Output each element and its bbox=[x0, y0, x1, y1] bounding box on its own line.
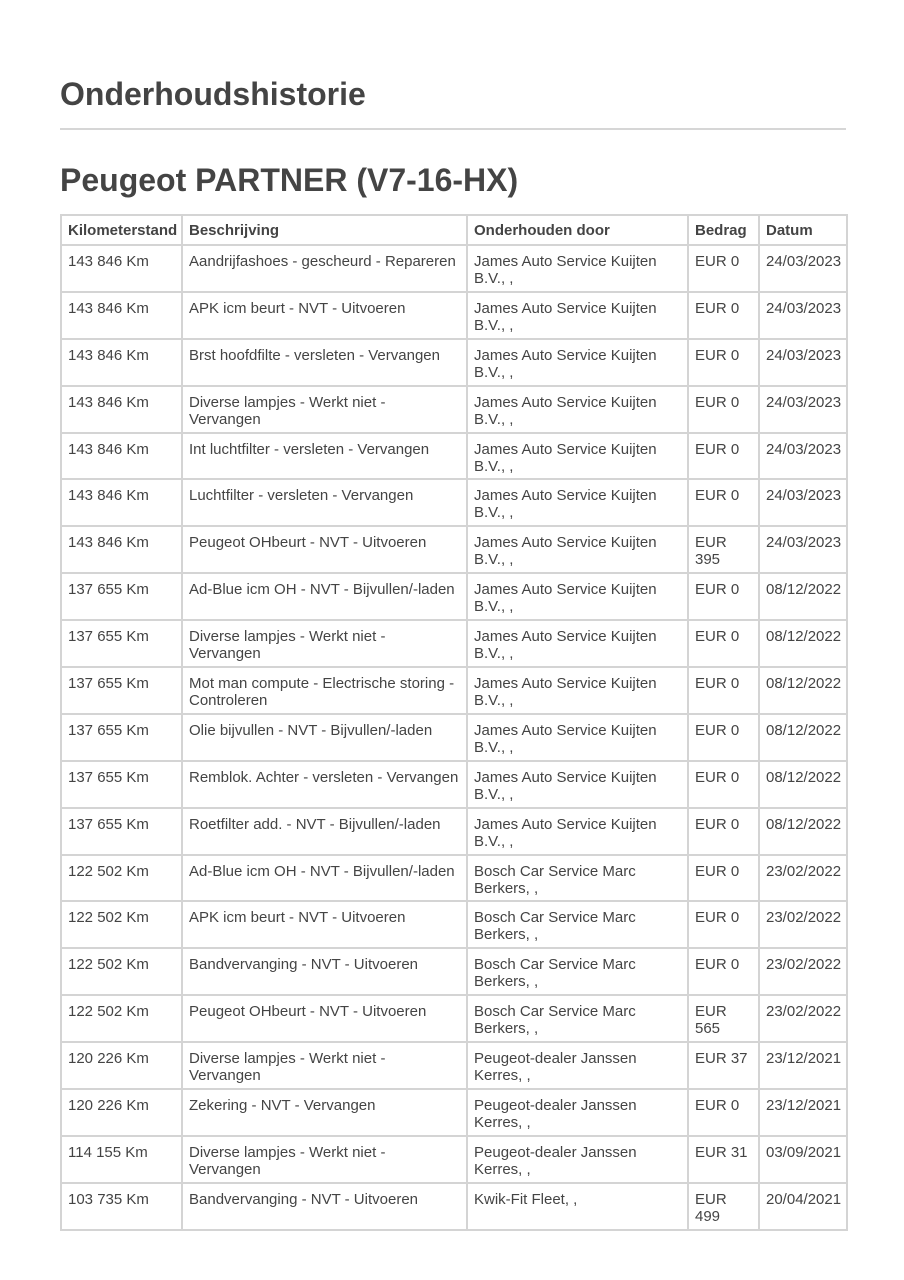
amount-cell: EUR 395 bbox=[688, 526, 759, 573]
table-row bbox=[61, 995, 847, 1042]
description-cell: Int luchtfilter - versleten - Vervangen bbox=[182, 433, 467, 480]
description-cell: Diverse lampjes - Werkt niet - Vervangen bbox=[182, 1136, 467, 1183]
description-cell: Mot man compute - Electrische storing - Controleren bbox=[182, 667, 467, 714]
km-cell: 122 502 Km bbox=[61, 855, 182, 902]
km-cell: 120 226 Km bbox=[61, 1089, 182, 1136]
table-row bbox=[61, 433, 847, 480]
date-cell: 03/09/2021 bbox=[759, 1136, 847, 1183]
maintained-by-cell: James Auto Service Kuijten B.V., , bbox=[467, 761, 688, 808]
maintenance-history-table bbox=[60, 214, 848, 1231]
maintained-by-cell: James Auto Service Kuijten B.V., , bbox=[467, 526, 688, 573]
amount-cell: EUR 0 bbox=[688, 901, 759, 948]
maintained-by-cell: Peugeot-dealer Janssen Kerres, , bbox=[467, 1136, 688, 1183]
date-cell: 23/02/2022 bbox=[759, 995, 847, 1042]
header-onderhouden-door: Onderhouden door bbox=[467, 215, 688, 245]
description-cell: APK icm beurt - NVT - Uitvoeren bbox=[182, 901, 467, 948]
amount-cell: EUR 0 bbox=[688, 1089, 759, 1136]
table-row bbox=[61, 714, 847, 761]
description-cell: Remblok. Achter - versleten - Vervangen bbox=[182, 761, 467, 808]
amount-cell: EUR 0 bbox=[688, 433, 759, 480]
header-bedrag: Bedrag bbox=[688, 215, 759, 245]
km-cell: 137 655 Km bbox=[61, 573, 182, 620]
maintained-by-cell: James Auto Service Kuijten B.V., , bbox=[467, 292, 688, 339]
table-row bbox=[61, 667, 847, 714]
description-cell: Ad-Blue icm OH - NVT - Bijvullen/-laden bbox=[182, 573, 467, 620]
table-row bbox=[61, 479, 847, 526]
maintained-by-cell: James Auto Service Kuijten B.V., , bbox=[467, 479, 688, 526]
km-cell: 137 655 Km bbox=[61, 808, 182, 855]
table-row bbox=[61, 1183, 847, 1230]
maintained-by-cell: James Auto Service Kuijten B.V., , bbox=[467, 386, 688, 433]
date-cell: 08/12/2022 bbox=[759, 714, 847, 761]
maintained-by-cell: James Auto Service Kuijten B.V., , bbox=[467, 573, 688, 620]
km-cell: 122 502 Km bbox=[61, 948, 182, 995]
amount-cell: EUR 499 bbox=[688, 1183, 759, 1230]
date-cell: 24/03/2023 bbox=[759, 433, 847, 480]
maintained-by-cell: James Auto Service Kuijten B.V., , bbox=[467, 433, 688, 480]
km-cell: 137 655 Km bbox=[61, 761, 182, 808]
description-cell: Aandrijfashoes - gescheurd - Repareren bbox=[182, 245, 467, 292]
description-cell: Diverse lampjes - Werkt niet - Vervangen bbox=[182, 1042, 467, 1089]
amount-cell: EUR 0 bbox=[688, 855, 759, 902]
table-row bbox=[61, 1089, 847, 1136]
km-cell: 143 846 Km bbox=[61, 245, 182, 292]
header-beschrijving: Beschrijving bbox=[182, 215, 467, 245]
amount-cell: EUR 0 bbox=[688, 386, 759, 433]
table-row bbox=[61, 292, 847, 339]
km-cell: 143 846 Km bbox=[61, 526, 182, 573]
table-row bbox=[61, 386, 847, 433]
km-cell: 143 846 Km bbox=[61, 339, 182, 386]
amount-cell: EUR 0 bbox=[688, 667, 759, 714]
amount-cell: EUR 0 bbox=[688, 339, 759, 386]
table-row bbox=[61, 573, 847, 620]
km-cell: 114 155 Km bbox=[61, 1136, 182, 1183]
table-row bbox=[61, 901, 847, 948]
date-cell: 24/03/2023 bbox=[759, 292, 847, 339]
date-cell: 20/04/2021 bbox=[759, 1183, 847, 1230]
date-cell: 08/12/2022 bbox=[759, 620, 847, 667]
vehicle-title: Peugeot PARTNER (V7-16-HX) bbox=[60, 162, 519, 198]
maintained-by-cell: Peugeot-dealer Janssen Kerres, , bbox=[467, 1089, 688, 1136]
maintained-by-cell: Peugeot-dealer Janssen Kerres, , bbox=[467, 1042, 688, 1089]
km-cell: 137 655 Km bbox=[61, 620, 182, 667]
maintained-by-cell: Bosch Car Service Marc Berkers, , bbox=[467, 901, 688, 948]
km-cell: 143 846 Km bbox=[61, 479, 182, 526]
page-title: Onderhoudshistorie bbox=[60, 76, 366, 112]
description-cell: Bandvervanging - NVT - Uitvoeren bbox=[182, 1183, 467, 1230]
amount-cell: EUR 0 bbox=[688, 808, 759, 855]
amount-cell: EUR 0 bbox=[688, 714, 759, 761]
km-cell: 143 846 Km bbox=[61, 386, 182, 433]
description-cell: Diverse lampjes - Werkt niet - Vervangen bbox=[182, 620, 467, 667]
date-cell: 24/03/2023 bbox=[759, 339, 847, 386]
description-cell: Roetfilter add. - NVT - Bijvullen/-laden bbox=[182, 808, 467, 855]
description-cell: Bandvervanging - NVT - Uitvoeren bbox=[182, 948, 467, 995]
description-cell: Olie bijvullen - NVT - Bijvullen/-laden bbox=[182, 714, 467, 761]
table-row bbox=[61, 1136, 847, 1183]
maintained-by-cell: James Auto Service Kuijten B.V., , bbox=[467, 620, 688, 667]
table-row bbox=[61, 948, 847, 995]
km-cell: 137 655 Km bbox=[61, 714, 182, 761]
title-divider bbox=[60, 128, 846, 130]
maintained-by-cell: James Auto Service Kuijten B.V., , bbox=[467, 714, 688, 761]
maintained-by-cell: Bosch Car Service Marc Berkers, , bbox=[467, 995, 688, 1042]
table-row bbox=[61, 620, 847, 667]
date-cell: 23/02/2022 bbox=[759, 948, 847, 995]
amount-cell: EUR 565 bbox=[688, 995, 759, 1042]
maintained-by-cell: Bosch Car Service Marc Berkers, , bbox=[467, 948, 688, 995]
date-cell: 24/03/2023 bbox=[759, 245, 847, 292]
km-cell: 122 502 Km bbox=[61, 901, 182, 948]
amount-cell: EUR 0 bbox=[688, 948, 759, 995]
date-cell: 24/03/2023 bbox=[759, 526, 847, 573]
amount-cell: EUR 31 bbox=[688, 1136, 759, 1183]
description-cell: APK icm beurt - NVT - Uitvoeren bbox=[182, 292, 467, 339]
table-row bbox=[61, 761, 847, 808]
amount-cell: EUR 0 bbox=[688, 573, 759, 620]
maintained-by-cell: James Auto Service Kuijten B.V., , bbox=[467, 667, 688, 714]
description-cell: Brst hoofdfilte - versleten - Vervangen bbox=[182, 339, 467, 386]
amount-cell: EUR 0 bbox=[688, 761, 759, 808]
table-row bbox=[61, 1042, 847, 1089]
km-cell: 143 846 Km bbox=[61, 433, 182, 480]
date-cell: 08/12/2022 bbox=[759, 573, 847, 620]
date-cell: 23/02/2022 bbox=[759, 901, 847, 948]
table-header-row bbox=[61, 215, 847, 245]
date-cell: 23/12/2021 bbox=[759, 1042, 847, 1089]
description-cell: Diverse lampjes - Werkt niet - Vervangen bbox=[182, 386, 467, 433]
table-row bbox=[61, 526, 847, 573]
amount-cell: EUR 0 bbox=[688, 292, 759, 339]
description-cell: Peugeot OHbeurt - NVT - Uitvoeren bbox=[182, 995, 467, 1042]
date-cell: 08/12/2022 bbox=[759, 808, 847, 855]
amount-cell: EUR 37 bbox=[688, 1042, 759, 1089]
km-cell: 103 735 Km bbox=[61, 1183, 182, 1230]
km-cell: 122 502 Km bbox=[61, 995, 182, 1042]
date-cell: 23/02/2022 bbox=[759, 855, 847, 902]
date-cell: 08/12/2022 bbox=[759, 667, 847, 714]
table-row bbox=[61, 245, 847, 292]
amount-cell: EUR 0 bbox=[688, 620, 759, 667]
maintained-by-cell: James Auto Service Kuijten B.V., , bbox=[467, 339, 688, 386]
date-cell: 24/03/2023 bbox=[759, 479, 847, 526]
maintained-by-cell: Bosch Car Service Marc Berkers, , bbox=[467, 855, 688, 902]
table-row bbox=[61, 339, 847, 386]
description-cell: Zekering - NVT - Vervangen bbox=[182, 1089, 467, 1136]
table-row bbox=[61, 808, 847, 855]
header-kilometerstand: Kilometerstand bbox=[61, 215, 182, 245]
description-cell: Peugeot OHbeurt - NVT - Uitvoeren bbox=[182, 526, 467, 573]
maintained-by-cell: Kwik-Fit Fleet, , bbox=[467, 1183, 688, 1230]
maintained-by-cell: James Auto Service Kuijten B.V., , bbox=[467, 245, 688, 292]
description-cell: Ad-Blue icm OH - NVT - Bijvullen/-laden bbox=[182, 855, 467, 902]
km-cell: 120 226 Km bbox=[61, 1042, 182, 1089]
table-row bbox=[61, 855, 847, 902]
date-cell: 08/12/2022 bbox=[759, 761, 847, 808]
date-cell: 24/03/2023 bbox=[759, 386, 847, 433]
date-cell: 23/12/2021 bbox=[759, 1089, 847, 1136]
km-cell: 137 655 Km bbox=[61, 667, 182, 714]
amount-cell: EUR 0 bbox=[688, 479, 759, 526]
km-cell: 143 846 Km bbox=[61, 292, 182, 339]
amount-cell: EUR 0 bbox=[688, 245, 759, 292]
description-cell: Luchtfilter - versleten - Vervangen bbox=[182, 479, 467, 526]
header-datum: Datum bbox=[759, 215, 847, 245]
maintained-by-cell: James Auto Service Kuijten B.V., , bbox=[467, 808, 688, 855]
